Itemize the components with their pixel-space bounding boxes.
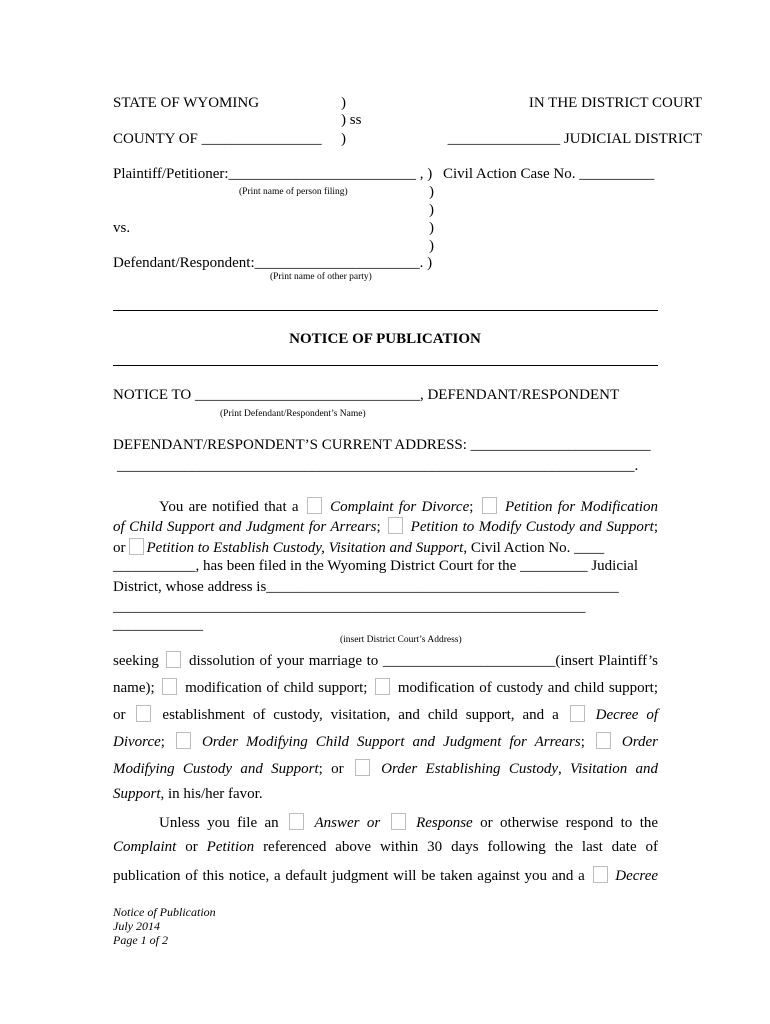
text: or otherwise respond to the <box>480 815 659 831</box>
text: or <box>185 839 198 855</box>
text: ; <box>469 499 474 515</box>
text: Decree of <box>595 707 659 723</box>
address-line-2[interactable]: _____________________________________________________________________. <box>117 458 639 474</box>
text: Response <box>416 815 473 831</box>
defendant-hint: (Print name of other party) <box>270 272 372 282</box>
caption-paren: ) <box>341 95 346 111</box>
text: Order <box>621 734 658 750</box>
petition-custody-checkbox[interactable] <box>388 517 403 534</box>
petition-modification-label: Petition for Modification <box>505 499 659 515</box>
caption-paren: ) <box>429 238 434 254</box>
para1-line5[interactable]: District, whose address is_______________________________________________ <box>113 579 619 595</box>
notice-to-field[interactable] <box>113 387 619 404</box>
caption-paren: ) <box>429 220 434 236</box>
text: Visitation and <box>570 761 659 777</box>
civil-action-field[interactable]: , Civil Action No. ____ <box>463 540 605 556</box>
order-modify-custody-checkbox[interactable] <box>596 732 611 749</box>
judicial-district-field[interactable]: _______________ JUDICIAL DISTRICT <box>447 131 702 147</box>
answer-checkbox[interactable] <box>289 813 304 830</box>
case-number-field[interactable]: Civil Action Case No. __________ <box>443 166 655 182</box>
defendant-field[interactable]: Defendant/Respondent:______________________. ) <box>113 255 433 271</box>
modify-child-support-checkbox[interactable] <box>162 678 177 695</box>
text: ; <box>580 734 585 750</box>
text: establishment of custody, visitation, and child support, and a <box>162 707 559 723</box>
footer-page-number: Page 1 of 2 <box>113 933 168 947</box>
complaint-divorce-label: Complaint for Divorce <box>330 499 470 515</box>
notice-to-prefix: NOTICE TO ______________________________, <box>113 387 424 403</box>
text: Unless you file an <box>159 815 279 831</box>
text: ; <box>653 519 659 535</box>
seeking-line5 <box>113 759 658 778</box>
seeking-line6 <box>113 786 658 803</box>
text: Support <box>113 786 161 802</box>
response-checkbox[interactable] <box>391 813 406 830</box>
para1-line2 <box>113 517 658 536</box>
text: publication of this notice, a default judgment will be taken against you and a <box>113 868 585 884</box>
para2-line2 <box>113 839 658 856</box>
text: modification of custody and child support; <box>397 680 659 696</box>
address-field[interactable]: DEFENDANT/RESPONDENT’S CURRENT ADDRESS: ________________________ <box>113 437 651 453</box>
modify-custody-support-checkbox[interactable] <box>375 678 390 695</box>
divider-bottom <box>113 365 658 366</box>
decree-checkbox[interactable] <box>593 866 608 883</box>
plaintiff-field[interactable]: Plaintiff/Petitioner:_________________________ , ) <box>113 166 433 182</box>
text: ; or <box>318 761 344 777</box>
plaintiff-hint: (Print name of person filing) <box>239 187 348 197</box>
caption-paren: ) <box>429 184 434 200</box>
text: Modifying Custody and Support <box>113 761 319 777</box>
court-address-line-2[interactable]: _______________________________________________________________ <box>113 599 586 615</box>
complaint-divorce-checkbox[interactable] <box>307 497 322 514</box>
para2-line3 <box>113 866 658 885</box>
court-address-line-3[interactable]: ____________ <box>113 617 203 633</box>
petition-modification-checkbox[interactable] <box>482 497 497 514</box>
plaintiff-name-field[interactable]: dissolution of your marriage to _______________________(insert Plaintiff’s <box>189 653 659 669</box>
text: referenced above within 30 days following the last date of <box>263 839 659 855</box>
order-establish-custody-checkbox[interactable] <box>355 759 370 776</box>
petition-custody-label: Petition to Modify Custody and Support <box>410 519 654 535</box>
text: , <box>557 761 562 777</box>
text: ; <box>160 734 165 750</box>
text: Order Modifying Child Support and Judgment for Arrears <box>201 734 581 750</box>
text: , in his/her favor. <box>160 786 263 802</box>
para1-line1 <box>159 497 658 516</box>
vs-label: vs. <box>113 220 131 236</box>
ss-label: ) ss <box>341 112 362 128</box>
notice-to-suffix: DEFENDANT/RESPONDENT <box>427 387 620 403</box>
text: Complaint <box>113 839 177 855</box>
text: Divorce <box>113 734 161 750</box>
footer-date: July 2014 <box>113 919 160 933</box>
text: Order Establishing Custody <box>381 761 558 777</box>
para2-line1 <box>159 813 658 832</box>
caption-paren: ) <box>341 131 346 147</box>
seeking-line3 <box>113 705 658 724</box>
para1-line4[interactable]: ___________, has been filed in the Wyoming District Court for the _________ Judicial <box>113 558 638 574</box>
petition-establish-checkbox[interactable] <box>129 538 144 555</box>
text: Decree <box>615 868 659 884</box>
notice-to-hint: (Print Defendant/Respondent’s Name) <box>220 409 366 419</box>
text: of Child Support and Judgment for Arrears <box>113 519 377 535</box>
seeking-line4 <box>113 732 658 751</box>
establishment-checkbox[interactable] <box>136 705 151 722</box>
text: ; <box>376 519 381 535</box>
page-title: NOTICE OF PUBLICATION <box>289 331 481 347</box>
text: modification of child support; <box>185 680 368 696</box>
seeking-line2 <box>113 678 658 697</box>
text: or <box>113 707 126 723</box>
dissolution-checkbox[interactable] <box>166 651 181 668</box>
court-label: IN THE DISTRICT COURT <box>528 95 702 111</box>
county-field[interactable]: COUNTY OF ________________ <box>113 131 322 147</box>
text: You are notified that a <box>159 499 299 515</box>
caption-paren: ) <box>429 202 434 218</box>
footer-doc-name: Notice of Publication <box>113 905 216 919</box>
text: name); <box>113 680 155 696</box>
para1-line3 <box>113 538 658 557</box>
seeking-line1 <box>113 651 658 670</box>
order-modify-support-checkbox[interactable] <box>176 732 191 749</box>
text: Answer or <box>314 815 381 831</box>
state-label: STATE OF WYOMING <box>113 95 260 111</box>
text: Petition <box>206 839 255 855</box>
text: or <box>113 540 126 556</box>
text: seeking <box>113 653 159 669</box>
decree-divorce-checkbox[interactable] <box>570 705 585 722</box>
petition-establish-label: Petition to Establish Custody, Visitation and Support <box>146 540 464 556</box>
court-address-hint: (insert District Court’s Address) <box>340 635 462 645</box>
divider-top <box>113 310 658 311</box>
